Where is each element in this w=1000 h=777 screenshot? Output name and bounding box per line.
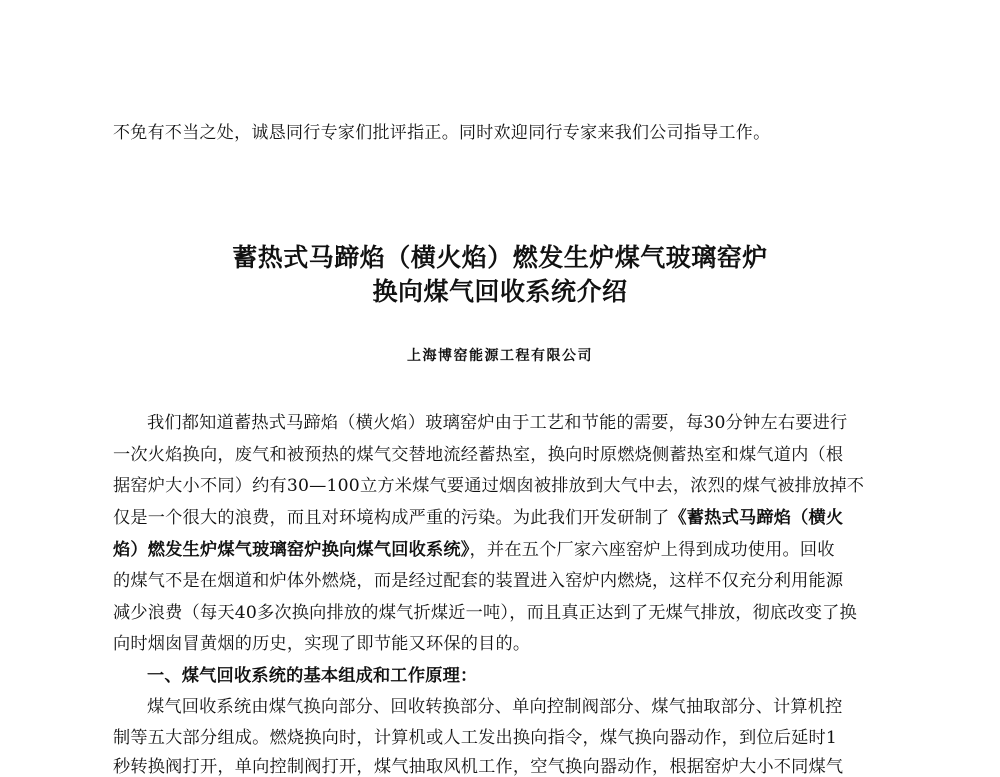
system-name-bold-start: 《蓄热式马蹄焰（横火 <box>669 508 844 528</box>
paragraph-1-line-1: 我们都知道蓄热式马蹄焰（横火焰）玻璃窑炉由于工艺和节能的需要，每30分钟左右要进行 <box>147 413 848 433</box>
system-name-bold-end: 焰）燃发生炉煤气玻璃窑炉换向煤气回收系统》 <box>113 540 470 560</box>
paragraph-1-line-7: 减少浪费（每天40多次换向排放的煤气折煤近一吨），而且真正达到了无煤气排放，彻底改变了换 <box>113 603 857 623</box>
paragraph-1-line-4 <box>113 503 843 528</box>
paragraph-2-line-3: 秒转换阀打开，单向控制阀打开，煤气抽取风机工作，空气换向器动作，根据窑炉大小不同煤气 <box>113 757 844 777</box>
document-title-line-1: 蓄热式马蹄焰（横火焰）燃发生炉煤气玻璃窑炉 <box>232 243 768 272</box>
company-name: 上海博窑能源工程有限公司 <box>407 348 593 364</box>
paragraph-2-line-1: 煤气回收系统由煤气换向部分、回收转换部分、单向控制阀部分、煤气抽取部分、计算机控 <box>147 697 843 717</box>
paragraph-1-line-5 <box>113 535 835 560</box>
paragraph-1-line-5-text: ，并在五个厂家六座窑炉上得到成功使用。回收 <box>469 540 835 560</box>
paragraph-1-line-8: 向时烟囱冒黄烟的历史，实现了即节能又环保的目的。 <box>113 634 531 654</box>
paragraph-2-line-2: 制等五大部分组成。燃烧换向时，计算机或人工发出换向指令，煤气换向器动作，到位后延时1 <box>113 728 838 748</box>
paragraph-1-line-3: 据窑炉大小不同）约有30—100立方米煤气要通过烟囱被排放到大气中去，浓烈的煤气被排放掉不 <box>113 476 865 496</box>
preceding-text-line: 不免有不当之处，诚恳同行专家们批评指正。同时欢迎同行专家来我们公司指导工作。 <box>113 123 771 143</box>
section-heading-1: 一、煤气回收系统的基本组成和工作原理： <box>147 666 478 686</box>
paragraph-1-line-2: 一次火焰换向，废气和被预热的煤气交替地流经蓄热室，换向时原燃烧侧蓄热室和煤气道内（根 <box>113 445 844 465</box>
paragraph-1-line-4-text: 仅是一个很大的浪费，而且对环境构成严重的污染。为此我们开发研制了 <box>113 508 670 528</box>
document-title-line-2: 换向煤气回收系统介绍 <box>372 277 628 306</box>
paragraph-1-line-6: 的煤气不是在烟道和炉体外燃烧，而是经过配套的装置进入窑炉内燃烧，这样不仅充分利用能源 <box>113 571 844 591</box>
